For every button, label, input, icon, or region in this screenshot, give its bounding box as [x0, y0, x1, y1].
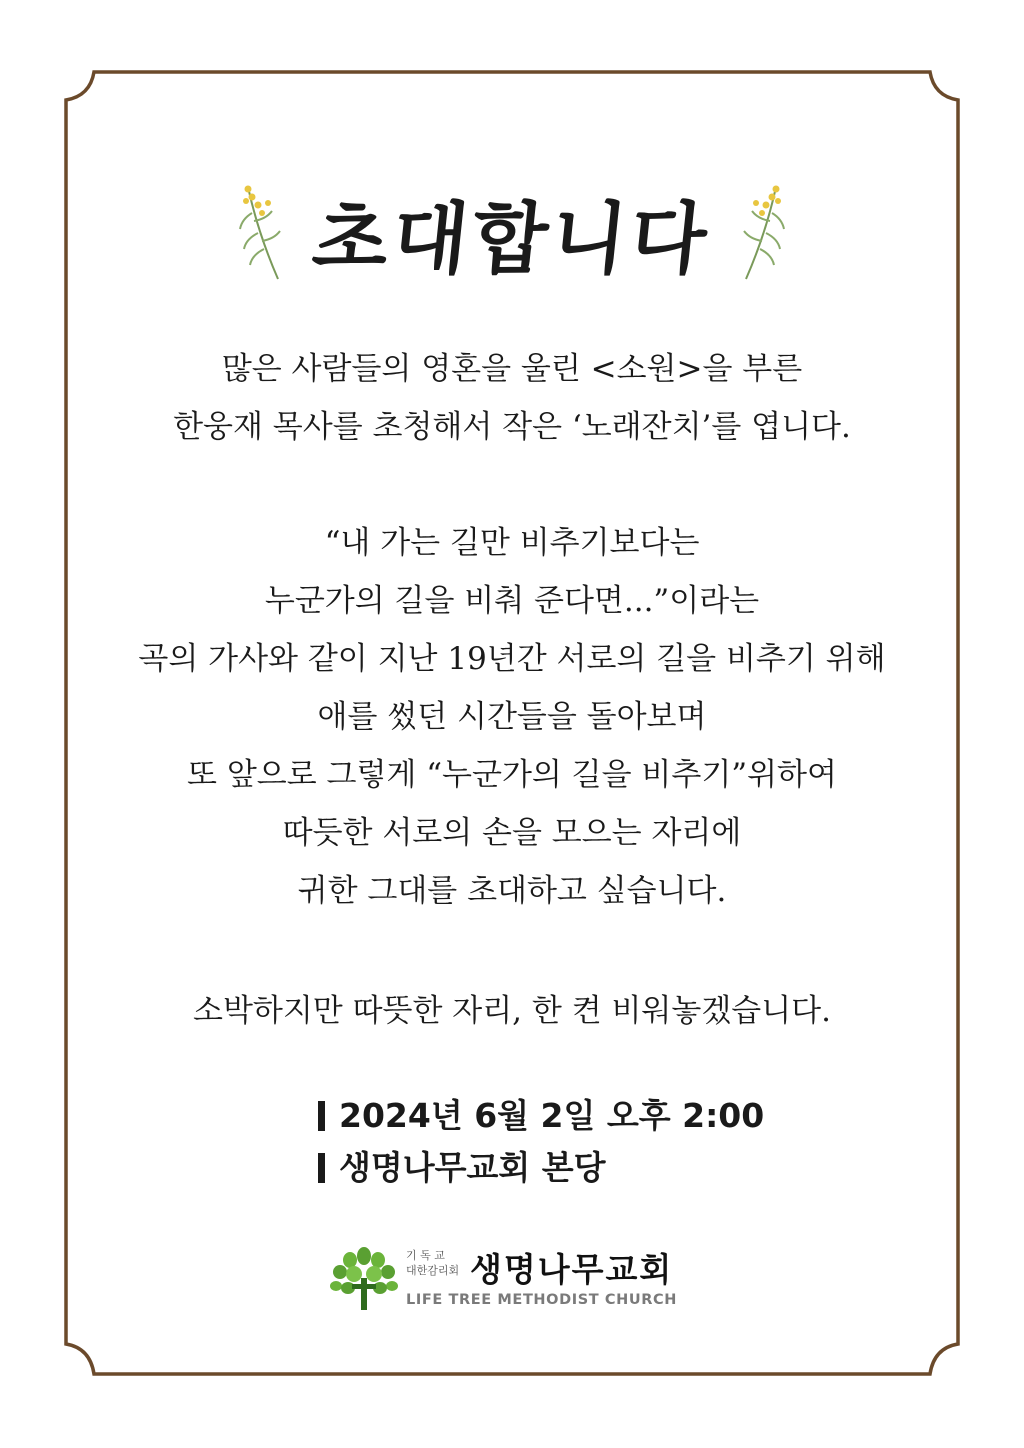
text-line: 한웅재 목사를 초청해서 작은 ‘노래잔치’를 엽니다.: [173, 409, 851, 445]
event-place-text: 생명나무교회 본당: [339, 1148, 606, 1187]
event-datetime-text: 2024년 6월 2일 오후 2:00: [339, 1096, 765, 1135]
sprig-icon: [738, 183, 788, 283]
tree-icon: [328, 1244, 400, 1314]
logo-name: 생명나무교회: [470, 1250, 674, 1289]
closing-paragraph: [0, 982, 1024, 1040]
text-line: 누군가의 길을 비춰 준다면...”이라는: [264, 583, 760, 619]
page-title: 초대합니다: [308, 195, 715, 285]
event-datetime: [318, 1090, 764, 1142]
closing-line: 소박하지만 따뜻한 자리, 한 켠 비워놓겠습니다.: [193, 993, 831, 1029]
text-line: 곡의 가사와 같이 지난 19년간 서로의 길을 비추기 위해: [138, 641, 886, 677]
intro-paragraph: [0, 340, 1024, 456]
bullet-bar: [318, 1101, 325, 1131]
text-line: 많은 사람들의 영혼을 울린 <소원>을 부른: [221, 351, 803, 387]
logo-english-name: LIFE TREE METHODIST CHURCH: [406, 1292, 677, 1308]
text-line: 따듯한 서로의 손을 모으는 자리에: [282, 815, 742, 851]
title-row: [0, 178, 1024, 288]
event-info: [318, 1090, 764, 1194]
bullet-bar: [318, 1153, 325, 1183]
logo-subtitle: 기 독 교 대한감리회: [406, 1249, 460, 1277]
text-line: 귀한 그대를 초대하고 싶습니다.: [297, 873, 727, 909]
lyrics-paragraph: [0, 514, 1024, 920]
event-place: [318, 1142, 764, 1194]
text-line: 애를 썼던 시간들을 돌아보며: [317, 699, 707, 735]
sprig-icon: [236, 183, 286, 283]
church-logo: [328, 1244, 708, 1314]
text-line: “내 가는 길만 비추기보다는: [324, 525, 700, 561]
text-line: 또 앞으로 그렇게 “누군가의 길을 비추기”위하여: [187, 757, 837, 793]
